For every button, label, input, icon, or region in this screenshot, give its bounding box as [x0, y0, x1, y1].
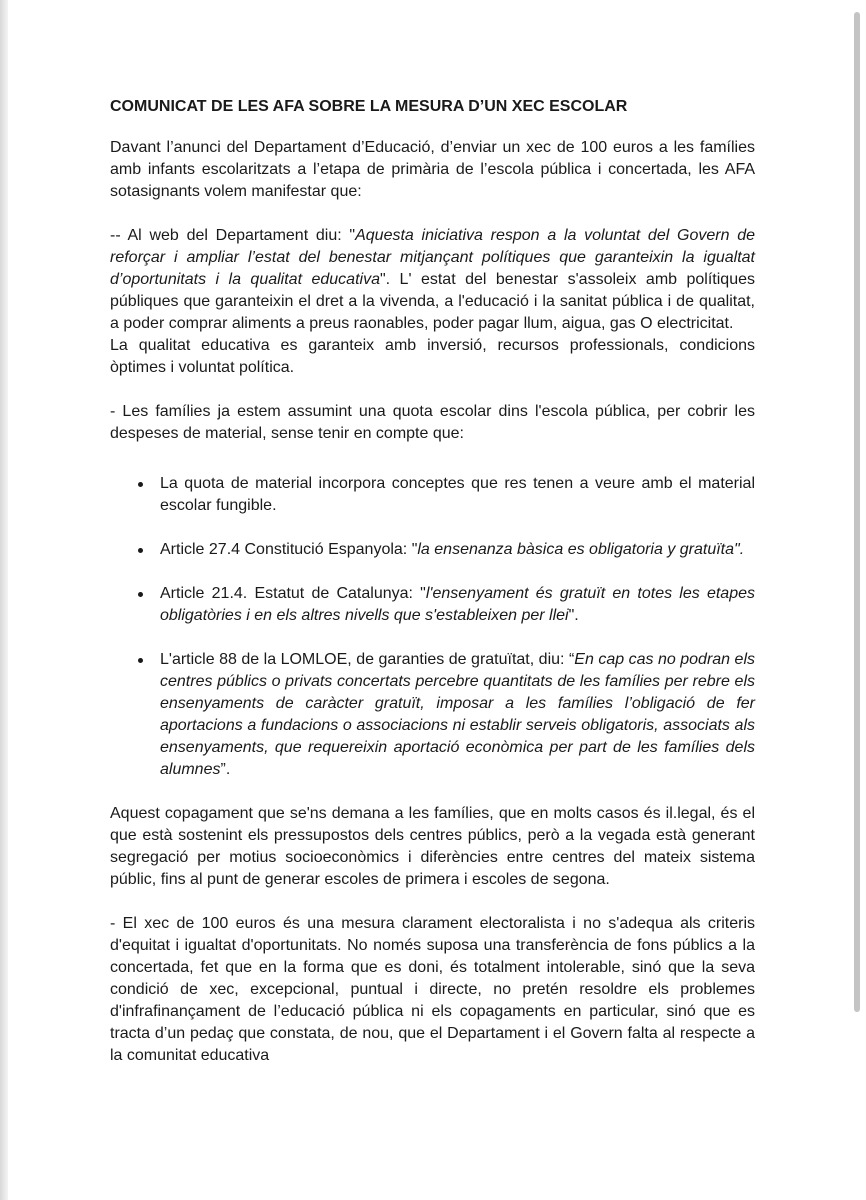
bullet-icon [138, 548, 143, 553]
paragraph-quota: - Les famílies ja estem assumint una quota escolar dins l'escola pública, per cobrir les despeses de material, sense tenir en compte que: [110, 403, 755, 442]
bullet-suffix: ". [568, 607, 579, 624]
list-item [110, 539, 755, 561]
vertical-scrollbar[interactable] [854, 12, 860, 1012]
bullet-quote: l'ensenyament és gratuït en totes les etapes obligatòries i en els altres nivells que s'estableixen per llei [160, 585, 756, 624]
paragraph-web-department [110, 225, 755, 379]
intro-paragraph: Davant l’anunci del Departament d’Educació, d’enviar un xec de 100 euros a les famílies amb infants escolaritzats a l’etapa de primària de l’escola pública i concertada, les AFA sotasignants volem manifestar que: [110, 139, 755, 200]
p1-prefix: -- Al web del Departament diu: " [110, 227, 356, 244]
list-item [110, 473, 755, 517]
bullet-prefix: Article 21.4. Estatut de Catalunya: " [160, 585, 426, 602]
document-page [110, 96, 755, 1067]
bullet-list [110, 473, 755, 781]
bullet-quote: En cap cas no podran els centres públics o privats concertats percebre quantitats de les famílies per rebre els ensenyaments de caràcter gratuït, imposar a les famílies l’obligació de fer aportacions a fundacions o associacions ni establir serveis obligatoris, associats als ensenyaments, que requereixin aportació econòmica per part de les famílies dels alumnes [160, 651, 756, 778]
paragraph-xec: - El xec de 100 euros és una mesura clarament electoralista i no s'adequa als criteris d'equitat i igualtat d'oportunitats. No només suposa una transferència de fons públics a la concertada, fet que en la forma que es doni, és totalment intolerable, sinó que la seva condició de xec, excepcional, puntual i directe, no pretén resoldre els problemes d'infrafinançament de l’educació pública ni els copagaments en particular, sinó que es tracta d’un pedaç que constata, de nou, que el Departament i el Govern falta al respecte a la comunitat educativa [110, 915, 755, 1064]
bullet-text: La quota de material incorpora conceptes que res tenen a veure amb el material escolar fungible. [160, 475, 755, 514]
paragraph-copagament: Aquest copagament que se'ns demana a les famílies, que en molts casos és il.legal, és el que està sostenint els pressupostos dels centres públics, però a la vegada està generant segregació per motius socioeconòmics i diferències entre centres del mateix sistema públic, fins al punt de generar escoles de primera i escoles de segona. [110, 805, 755, 888]
viewer-left-edge [0, 0, 8, 1200]
p1-quote: Aquesta iniciativa respon a la voluntat del Govern de reforçar i ampliar l’estat del benestar mitjançant polítiques que garanteixin la igualtat d’oportunitats i la qualitat educativa [110, 227, 756, 288]
bullet-icon [138, 658, 143, 663]
bullet-prefix: L'article 88 de la LOMLOE, de garanties de gratuïtat, diu: “ [160, 651, 575, 668]
p1-line2: La qualitat educativa es garanteix amb inversió, recursos professionals, condicions òptimes i voluntat política. [110, 337, 755, 376]
p1-suffix: ". L' estat del benestar s'assoleix amb polítiques públiques que garanteixin el dret a la vivenda, a l'educació i la sanitat pública i de qualitat, a poder comprar aliments a preus raonables, poder pagar llum, aigua, gas O electricitat. [110, 271, 755, 332]
document-title: COMUNICAT DE LES AFA SOBRE LA MESURA D’UN XEC ESCOLAR [110, 98, 628, 115]
bullet-icon [138, 482, 143, 487]
bullet-suffix: ”. [220, 761, 231, 778]
bullet-prefix: Article 27.4 Constitució Espanyola: " [160, 541, 418, 558]
list-item [110, 649, 755, 781]
bullet-icon [138, 592, 143, 597]
list-item [110, 583, 755, 627]
bullet-quote: la ensenanza bàsica es obligatoria y gratuïta". [417, 541, 745, 558]
